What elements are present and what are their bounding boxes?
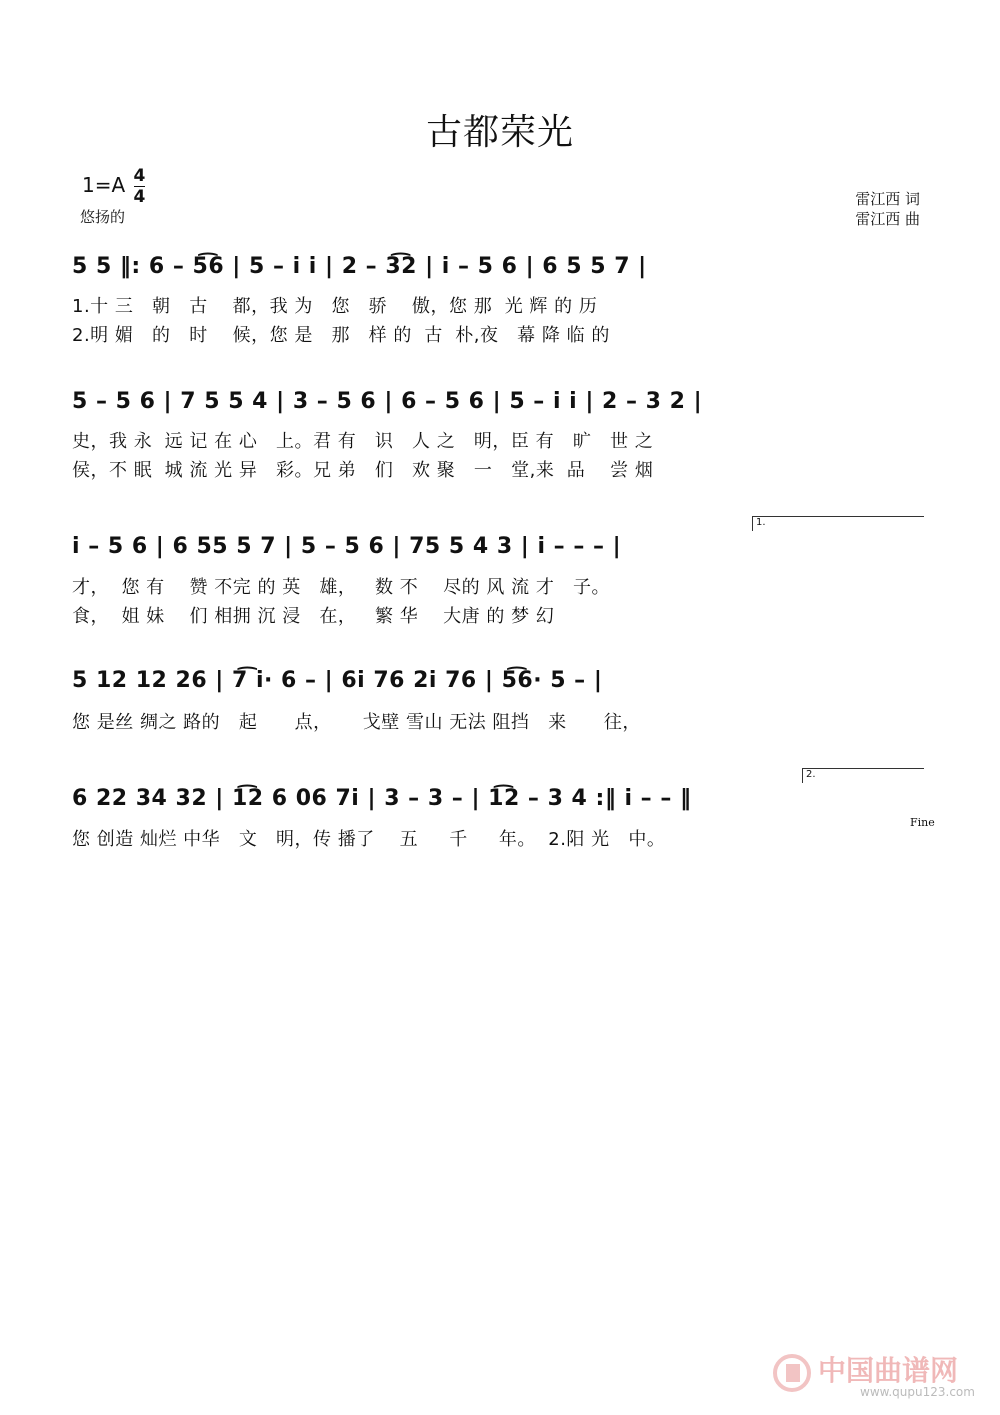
volta-1: 1. <box>752 516 924 531</box>
system-3-notes: i – 5 6 | 6 55 5 7 | 5 – 5 6 | 75 5 4 3 | i – – – | <box>72 534 622 559</box>
watermark-url: www.qupu123.com <box>860 1385 975 1399</box>
system-2-notes: 5 – 5 6 | 7 5 5 4 | 3 – 5 6 | 6 – 5 6 | 5 – i i | 2 – 3 2 | <box>72 389 703 414</box>
page-title: 古都荣光 <box>425 112 574 153</box>
volta-2: 2. <box>802 768 924 783</box>
logo-icon <box>772 1353 812 1393</box>
system-4-notes: 5 12 12 26 | 7͡ i· 6 – | 6i 76 2i 76 | 5͡6· 5 – | <box>72 668 603 693</box>
system-1-lyric-1: 1.十 三 朝 古 都，我 为 您 骄 傲，您 那 光 辉 的 历 <box>72 296 598 317</box>
key-signature <box>82 166 145 207</box>
system-5-notes: 6 22 34 32 | 1͡2 6 06 7i | 3 – 3 – | 1͡2 – 3 4 :‖ i – – ‖ <box>72 786 692 811</box>
system-1-notes: 5 5 ‖: 6 – 5͡6 | 5 – i i | 2 – 3͡2 | i – 5 6 | 6 5 5 7 | <box>72 254 647 279</box>
time-signature <box>134 166 146 207</box>
system-5-lyric-1: 您 创造 灿烂 中华 文 明，传 播了 五 千 年。 2.阳 光 中。 <box>72 829 666 850</box>
fine-marking: Fine <box>910 816 935 829</box>
system-2-lyric-1: 史，我 永 远 记 在 心 上。君 有 识 人 之 明，臣 有 旷 世 之 <box>72 431 654 452</box>
time-bottom: 4 <box>133 187 146 207</box>
system-1-lyric-2: 2.明 媚 的 时 候，您 是 那 样 的 古 朴,夜 幕 降 临 的 <box>72 325 610 346</box>
lyricist-credit: 雷江西 词 <box>855 190 920 208</box>
time-top: 4 <box>133 166 146 186</box>
system-3-lyric-1: 才， 您 有 赞 不完 的 英 雄， 数 不 尽的 风 流 才 子。 <box>72 577 610 598</box>
watermark-name: 中国曲谱网 <box>818 1354 959 1387</box>
composer-credit: 雷江西 曲 <box>855 210 920 228</box>
tempo-marking: 悠扬的 <box>80 208 126 226</box>
key-label: 1=A <box>82 173 126 197</box>
system-3-lyric-2: 食， 姐 妹 们 相拥 沉 浸 在， 繁 华 大唐 的 梦 幻 <box>72 606 555 627</box>
site-watermark <box>772 1349 982 1401</box>
system-4-lyric-1: 您 是丝 绸之 路的 起 点， 戈壁 雪山 无法 阻挡 来 往， <box>72 712 641 733</box>
system-2-lyric-2: 侯，不 眠 城 流 光 异 彩。兄 弟 们 欢 聚 一 堂,来 品 尝 烟 <box>72 460 654 481</box>
